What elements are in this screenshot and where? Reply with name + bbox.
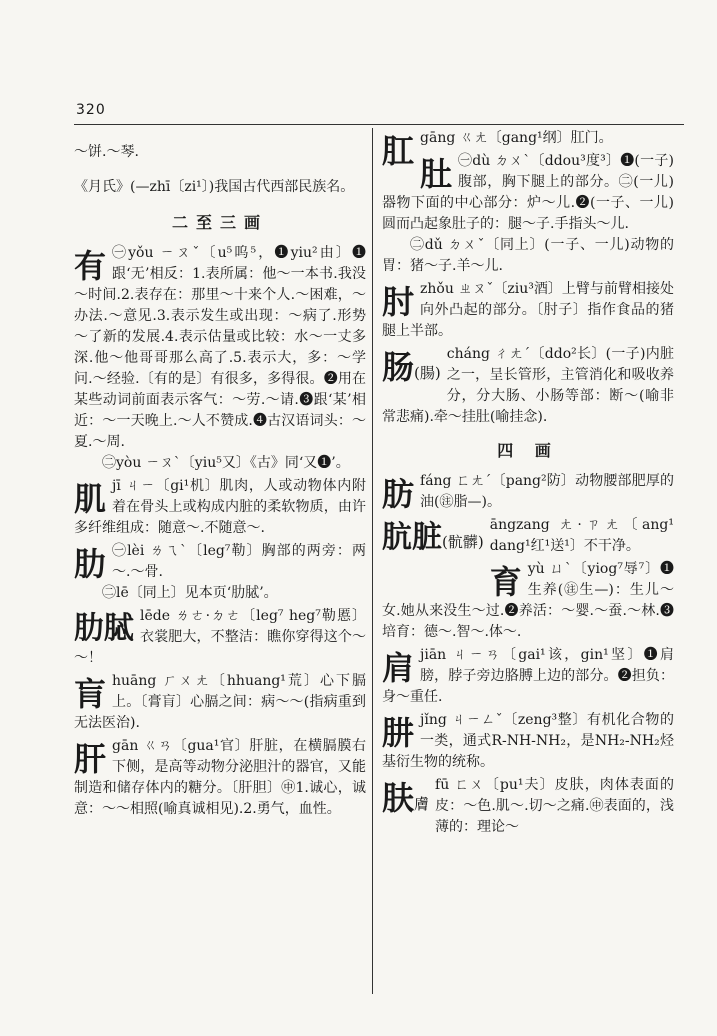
dictionary-entry	[74, 476, 366, 539]
continuation-line: ～饼.～琴.	[74, 144, 139, 160]
headword: 有	[74, 247, 107, 285]
headword	[420, 155, 452, 193]
dictionary-entry	[382, 344, 674, 428]
definition: gāng ㄍㄤ〔gang¹纲〕肛门。	[420, 130, 613, 146]
dictionary-entry	[382, 645, 674, 708]
dictionary-entry	[382, 151, 674, 277]
definition: fáng ㄈㄤˊ〔pang²防〕动物腰部肥厚的油(㊟脂—)。	[420, 473, 674, 510]
left-column	[74, 128, 366, 822]
headword	[382, 283, 414, 321]
headword	[382, 779, 429, 823]
section-heading: 四 画	[497, 441, 559, 460]
definition: ㊁dǔ ㄉㄨˇ〔同上〕(一子、一儿)动物的胃：猪～子.羊～儿.	[382, 237, 674, 274]
definition: āngzang ㄤ·ㄗㄤ〔ang¹ dang¹红¹送¹〕不干净。	[489, 517, 674, 554]
definition: gān ㄍㄢ〔gua¹官〕肝脏，在横膈膜右下侧，是高等动物分泌胆汁的器官，又能制造和储存体内的糖分。〔肝胆〕㊥1.诚心，诚意：～～相照(喻真诚相见).2.勇气，血性。	[74, 738, 366, 817]
headword	[490, 563, 522, 601]
definition: ㊀lèi ㄌㄟˋ〔leg⁷勒〕胸部的两旁：两～.～骨.	[112, 543, 366, 580]
header-rule	[74, 124, 684, 125]
definition: lēde ㄌㄜ·ㄉㄜ〔leg⁷ heg⁷勒慝〕衣裳肥大，不整洁：瞧你穿得这个～～！	[74, 608, 366, 666]
headword: 肋脦	[74, 611, 134, 646]
dictionary-entry	[74, 243, 366, 474]
headword	[382, 348, 441, 392]
headword-char: 肼	[382, 714, 415, 752]
definition: jǐng ㄐㄧㄥˇ〔zeng³整〕有机化合物的一类，通式R-NH-NH₂，是NH₂-NH₂烃基衍生物的统称。	[382, 712, 674, 770]
dictionary-entry	[74, 736, 366, 820]
headword-char: 肚	[420, 155, 453, 193]
headword-char: 肤	[382, 779, 415, 817]
headword: 肝	[74, 740, 107, 778]
traditional-form: (骯髒)	[442, 533, 484, 551]
headword-char: 肛	[382, 132, 415, 170]
definition: ㊁yòu ㄧㄡˋ〔yiu⁵又〕《古》同‘又❶’。	[102, 455, 350, 471]
definition: jiān ㄐㄧㄢ〔gai¹该，gin¹坚〕❶肩膀，脖子旁边胳膊上边的部分。❷担负：身～重任.	[382, 647, 674, 705]
traditional-form: 膚	[414, 795, 430, 813]
dictionary-entry	[382, 515, 674, 557]
definition: ㊀dù ㄉㄨˋ〔ddou³度³〕❶(一子)腹部，胸下腿上的部分。㊁(一儿)器物下面的中心部分：炉～儿.❷(一子、一儿)圆而凸起象肚子的：腿～子.手指头～儿.	[382, 153, 674, 232]
page-number: 320	[76, 102, 106, 118]
dictionary-entry	[74, 671, 366, 734]
continuation-line: 《月氏》(—zhī〔zi¹〕)我国古代西部民族名。	[74, 179, 355, 195]
definition: yù ㄩˋ〔yiog⁷辱⁷〕❶生养(㊟生—)：生儿～女.她从来没生～过.❷养活：～婴.～蚕.～林.❸培育：德～.智～.体～.	[382, 561, 674, 640]
traditional-form: (腸)	[414, 364, 441, 382]
dictionary-entry	[382, 128, 674, 170]
headword-char: 肮脏	[382, 520, 442, 555]
dictionary-entry	[382, 471, 674, 513]
dictionary-entry	[74, 606, 366, 669]
definition: fū ㄈㄨ〔pu¹夫〕皮肤，肉体表面的皮：～色.肌～.切～之痛.㊥表面的，浅薄的：理论～	[435, 777, 674, 835]
dictionary-entry	[382, 775, 674, 838]
definition: cháng ㄔㄤˊ〔ddo²长〕(一子)内脏之一，呈长管形，主管消化和吸收养分，分大肠、小肠等部：断～(喻非常悲痛).牵～挂肚(喻挂念).	[382, 346, 674, 425]
right-column	[382, 128, 674, 840]
headword-char: 肠	[382, 348, 415, 386]
headword-char: 肘	[382, 283, 415, 321]
headword: 肌	[74, 480, 107, 518]
definition: zhǒu ㄓㄡˇ〔ziu³酒〕上臂与前臂相接处向外凸起的部分。〔肘子〕指作食品的猪腿上半部。	[382, 281, 674, 339]
headword	[382, 714, 414, 752]
headword-char: 肩	[382, 649, 415, 687]
headword: 肓	[74, 675, 107, 713]
headword	[382, 649, 414, 687]
dictionary-entry	[382, 559, 674, 643]
headword-char: 育	[489, 563, 522, 601]
continuation-text	[74, 142, 366, 198]
section-heading: 二至三画	[171, 213, 268, 232]
definition: ㊁lē〔同上〕见本页‘肋脦’。	[102, 585, 278, 601]
dictionary-entry	[382, 710, 674, 773]
headword	[382, 475, 414, 513]
column-divider	[372, 128, 373, 994]
headword	[382, 132, 414, 170]
dictionary-entry	[382, 279, 674, 342]
headword: 肋	[74, 545, 107, 583]
definition: huāng ㄏㄨㄤ〔hhuang¹荒〕心下膈上。〔膏肓〕心膈之间：病～～(指病重到无法医治).	[74, 673, 366, 731]
headword-char: 肪	[382, 475, 415, 513]
definition: jī ㄐㄧ〔gi¹机〕肌肉，人或动物体内附着在骨头上或构成内脏的柔软物质，由许多纤维组成：随意～.不随意～.	[74, 478, 366, 536]
dictionary-entry	[74, 541, 366, 604]
definition: ㊀yǒu ㄧㄡˇ〔u⁵呜⁵，❶yiu²由〕❶跟‘无’相反：1.表所属：他～一本书.我没～时间.2.表存在：那里～十来个人.～困难，～办法.～意见.3.表示发生或出现：～病了.形势～了新的发展.4.表示估量或比较：水～一丈多深.他～他哥哥那么高了.5.表示大，多：～学问.～经验.〔有的是〕有很多，多得很。❷用在某些动词前面表示客气：～劳.～请.❸跟‘某’相近：～一天晚上.～人不赞成.❹古汉语词头：～夏.～周.	[74, 245, 366, 450]
headword	[382, 519, 484, 561]
